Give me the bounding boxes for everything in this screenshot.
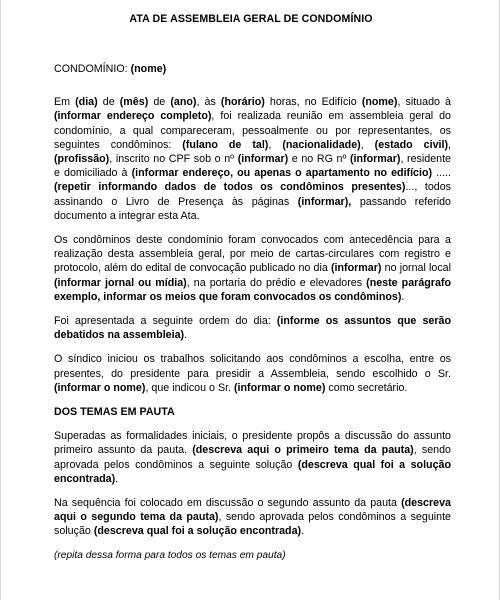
text-run: Superadas as formalidades iniciais, o presidente propôs a discussão do assunto primeiro assunto da pauta. — [54, 430, 451, 457]
paragraph-ordem-do-dia — [54, 314, 451, 342]
placeholder-field: (repetir informando dados de todos os condôminos presentes) — [54, 181, 406, 194]
placeholder-field: (informe os assuntos que serão debatidos na assembleia) — [54, 315, 451, 342]
placeholder-field: (informar endereço, ou apenas o apartamento no edifício) — [131, 167, 433, 180]
condominio-line — [54, 62, 451, 76]
placeholder-field: (descreva qual foi a solução encontrada) — [93, 525, 302, 538]
paragraph-presidente — [54, 352, 451, 395]
text-run: , sendo aprovada pelos condôminos a seguinte solução — [54, 511, 451, 538]
placeholder-field: (mês) — [119, 96, 149, 109]
placeholder-field: (informar o nome) — [54, 381, 146, 394]
text-run: . — [184, 329, 188, 342]
text-run: . — [115, 472, 119, 485]
placeholder-field: (nacionalidade) — [282, 138, 361, 151]
text-run: de — [148, 96, 171, 109]
placeholder-field: (profissão) — [54, 153, 110, 166]
placeholder-field: (informar) — [349, 153, 401, 166]
text-run: de — [97, 96, 120, 109]
text-run: , que indicou o Sr. — [145, 381, 234, 394]
placeholder-field: (informar o nome) — [233, 381, 326, 394]
placeholder-field: (informar) — [237, 153, 289, 166]
placeholder-field: (nome) — [361, 96, 398, 109]
text-run: Foi apresentada a seguinte ordem do dia: — [54, 315, 277, 328]
text-run: ..., todos assinando o Livro de Presença às páginas — [54, 181, 451, 208]
placeholder-field: (informar jornal ou mídia) — [54, 276, 187, 289]
text-run: passando referido documento a integrar esta Ata. — [54, 195, 451, 222]
text-run: , — [360, 138, 375, 151]
placeholder-field: (informar endereço completo) — [54, 110, 212, 123]
text-run: , — [448, 138, 451, 151]
placeholder-field: (ano) — [170, 96, 197, 109]
section-heading-temas: DOS TEMAS EM PAUTA — [54, 406, 175, 419]
placeholder-field: (descreva aqui o segundo tema da pauta) — [54, 497, 451, 524]
placeholder-field: (dia) — [75, 96, 98, 109]
text-run: e no RG nº — [288, 153, 350, 166]
placeholder-field: (informar) — [330, 262, 382, 275]
text-run: , residente e domiciliado à — [54, 153, 451, 180]
text-run: no jornal local — [381, 262, 451, 275]
text-run: , sendo aprovada pelos condôminos a seguinte solução — [54, 444, 451, 471]
placeholder-field: (descreva aqui o primeiro tema da pauta) — [192, 444, 414, 457]
text-run: , situado à — [397, 96, 451, 109]
placeholder-field: (estado civil) — [374, 138, 449, 151]
text-run: , foi realizada reunião em assembleia geral do condomínio, a qual compareceram, pessoalmente ou por representantes, os seguintes condôminos: — [54, 110, 451, 151]
text-run: , — [268, 138, 283, 151]
placeholder-field: (horário) — [220, 96, 265, 109]
condominio-value: (nome) — [130, 63, 167, 75]
text-run: , às — [196, 96, 221, 109]
text-run: . — [401, 290, 405, 303]
closing-note: (repita dessa forma para todos os temas em pauta) — [54, 549, 286, 561]
document-title: ATA DE ASSEMBLEIA GERAL DE CONDOMÍNIO — [129, 13, 373, 25]
paragraph-convocacao — [54, 233, 451, 304]
condominio-label: CONDOMÍNIO: — [54, 63, 131, 75]
paragraph-pauta-segundo — [54, 496, 451, 539]
placeholder-field: (descreva qual foi a solução encontrada) — [54, 458, 451, 485]
text-run: O síndico iniciou os trabalhos solicitando aos condôminos a escolha, entre os presentes, do presidente para presidir a Assembleia, sendo escolhido o Sr. — [54, 353, 451, 380]
placeholder-field: (neste parágrafo exemplo, informar os meios que foram convocados os condôminos) — [54, 276, 451, 303]
paragraph-abertura — [54, 95, 451, 223]
text-run: Em — [54, 96, 76, 109]
text-run: , na portaria do prédio e elevadores — [186, 276, 367, 289]
placeholder-field: (informar), — [297, 195, 352, 208]
text-run: . — [301, 525, 305, 538]
text-run: , inscrito no CPF sob o nº — [109, 153, 238, 166]
placeholder-field: (fulano de tal) — [182, 138, 269, 151]
text-run: Na sequência foi colocado em discussão o segundo assunto da pauta — [54, 497, 402, 510]
text-run: como secretário. — [325, 381, 408, 394]
text-run: Os condôminos deste condomínio foram convocados com antecedência para a realização desta assembleia geral, por meio de cartas-circulares com registro e protocolo, além do edital de convocação publicado no dia — [54, 234, 451, 275]
paragraph-pauta-primeiro — [54, 429, 451, 486]
text-run: ..... — [432, 167, 451, 180]
document-body — [54, 62, 451, 563]
text-run: horas, no Edifício — [264, 96, 362, 109]
